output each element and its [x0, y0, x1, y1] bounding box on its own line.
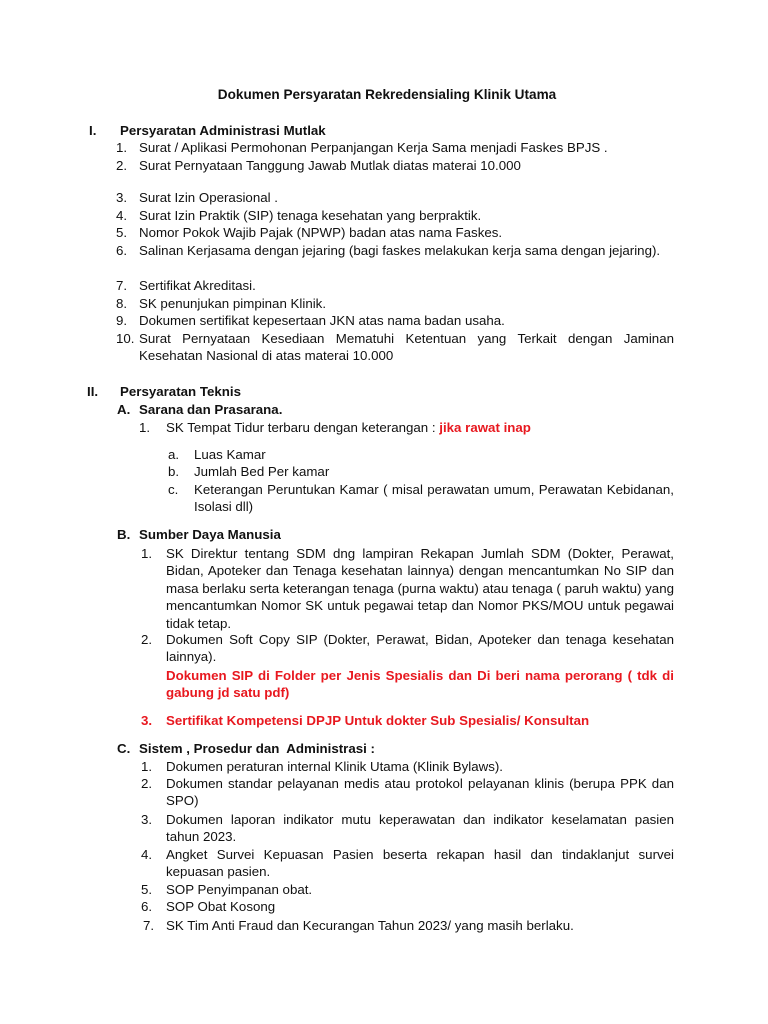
rawat-inap-note: jika rawat inap: [439, 420, 531, 435]
document-title: Dokumen Persyaratan Rekredensialing Klinik Utama: [217, 87, 557, 102]
section-1-number: I.: [89, 123, 97, 138]
section-1-title: Persyaratan Administrasi Mutlak: [120, 123, 326, 138]
section-2-title: Persyaratan Teknis: [120, 384, 241, 399]
section-2-number: II.: [87, 384, 99, 399]
document-page: Dokumen Persyaratan Rekredensialing Klinik Utama I. Persyaratan Administrasi Mutlak 1. Surat / Aplikasi Permohonan Perpanjangan Kerja Sama menjadi Faskes BPJS . 2. Surat Pernyataan Tanggung Jawab Mutlak diatas materai 10.000 3. Surat Izin Operasional . 4. Surat Izin Praktik (SIP) tenaga kesehatan yang berpraktik. 5. Nomor Pokok Wajib Pajak (NPWP) badan atas nama Faskes. 6. Salinan Kerjasama dengan jejaring (bagi faskes melakukan kerja sama dengan jejaring). 7. Sertifikat Akreditasi. 8. SK penunjukan pimpinan Klinik. 9. Dokumen sertifikat kepesertaan JKN atas nama badan usaha. 10. Surat Pernyataan Kesediaan Mematuhi Ketentuan yang Terkait dengan Jaminan Kesehatan Nasional di atas materai 10.000 II. Persyaratan Teknis A. Sarana dan Prasarana. 1. SK Tempat Tidur terbaru dengan keterangan : jika rawat inap a. Luas Kamar b. Jumlah Bed Per kamar c. Keterangan Peruntukan Kamar ( misal perawatan umum, Perawatan Kebidanan, Isolasi dll) B. Sumber Daya Manusia 1. SK Direktur tentang SDM dng lampiran Rekapan Jumlah SDM (Dokter, Perawat, Bidan, Apoteker dan Tenaga kesehatan lainnya) dengan mencantumkan No SIP dan masa berlaku serta keterangan tenaga (purna waktu) atau tenaga ( paruh waktu) yang mencantumkan Nomor SK untuk pegawai tetap dan Nomor PKS/MOU untuk pegawai tidak tetap. 2. Dokumen Soft Copy SIP (Dokter, Perawat, Bidan, Apoteker dan tenaga kesehatan lainnya). Dokumen SIP di Folder per Jenis Spesialis dan Di beri nama perorang ( tdk di gabung jd satu pdf) 3. Sertifikat Kompetensi DPJP Untuk dokter Sub Spesialis/ Konsultan C. Sistem , Prosedur dan Administrasi : 1. Dokumen peraturan internal Klinik Utama (Klinik Bylaws). 2. Dokumen standar pelayanan medis atau protokol pelayanan klinis (berupa PPK dan SPO) 3. Dokumen laporan indikator mutu keperawatan dan indikator keselamatan pasien tahun 2023. 4. Angket Survei Kepuasan Pasien beserta rekapan hasil dan tindaklanjut survei kepuasan pasien. 5. SOP Penyimpanan obat. 6. SOP Obat Kosong 7. SK Tim Anti Fraud dan Kecurangan Tahun 2023/ yang masih berlaku.: [0, 0, 768, 1024]
